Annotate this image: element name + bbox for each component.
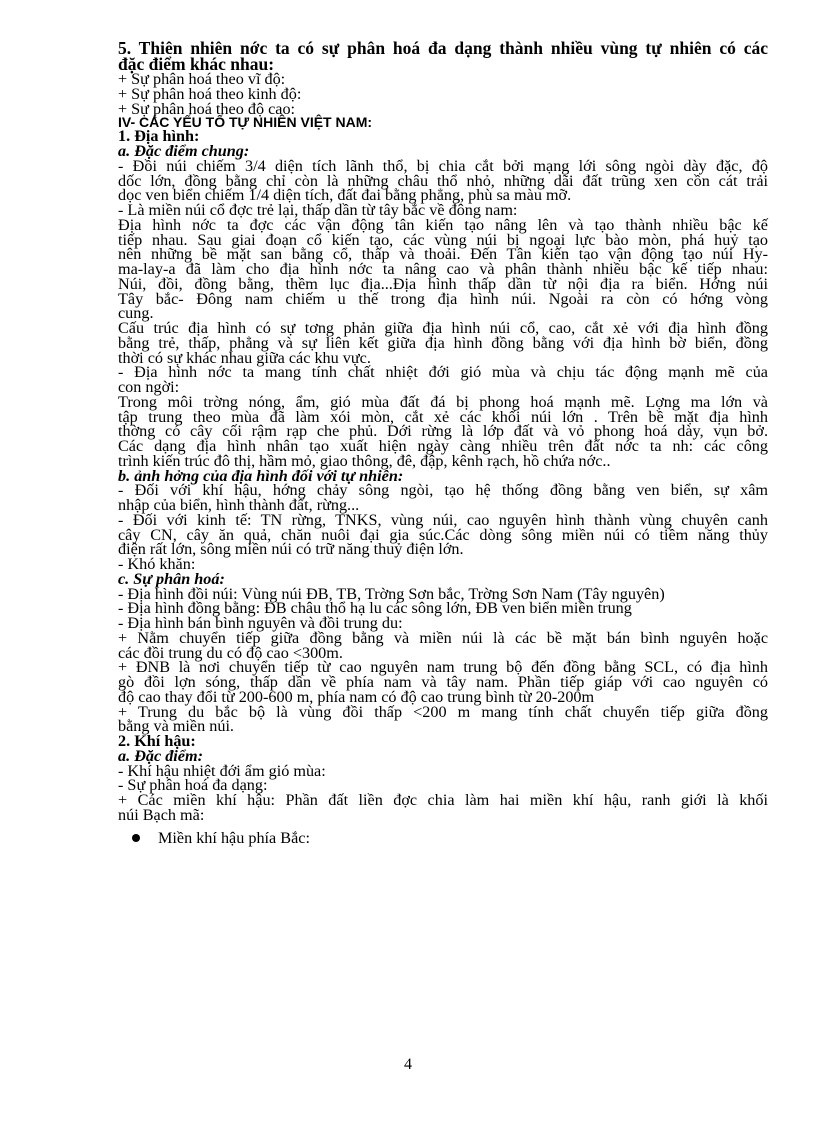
paragraph-line: Trong môi trờng nóng, ẩm, gió mùa đất đá bị phong hoá mạnh mẽ. Lợng ma lớn và <box>118 392 768 411</box>
paragraph-line: - Khí hậu nhiệt đới ẩm gió mùa: <box>118 761 326 780</box>
list-item: + Sự phân hoá theo kinh độ: <box>118 84 302 103</box>
paragraph-line: - Địa hình nớc ta mang tính chất nhiệt đới gió mùa và chịu tác động mạnh mẽ của <box>118 363 768 382</box>
paragraph-line: Tây bắc- Đông nam chiếm u thế trong địa hình núi. Ngoài ra còn có hớng vòng <box>118 289 768 308</box>
paragraph-line: các đồi trung du có độ cao <300m. <box>118 643 343 662</box>
paragraph-line: - Là miền núi cổ đợc trẻ lại, thấp dần từ tây bắc về đông nam: <box>118 201 518 219</box>
paragraph-line: - Địa hình đồi núi: Vùng núi ĐB, TB, Trờng Sơn bắc, Trờng Sơn Nam (Tây nguyên) <box>118 584 665 603</box>
paragraph-line: Cấu trúc địa hình có sự tơng phản giữa địa hình núi cổ, cao, cắt xẻ với địa hình đồng <box>118 319 768 337</box>
paragraph-line: - Khó khăn: <box>118 555 196 573</box>
paragraph-line: bằng và miền núi. <box>118 717 234 736</box>
section-5-title: 5. Thiên nhiên nớc ta có sự phân hoá đa dạng thành nhiều vùng tự nhiên có các <box>118 38 768 58</box>
bullet-item <box>132 828 768 847</box>
paragraph-line: + Trung du bắc bộ là vùng đồi thấp <200 m mang tính chất chuyển tiếp giữa đồng <box>118 702 768 721</box>
paragraph-line: cung. <box>118 304 154 323</box>
paragraph-line: - Đồi núi chiếm 3/4 diện tích lãnh thổ, bị chia cắt bởi mạng lới sông ngòi dày đặc, độ <box>118 156 768 175</box>
heading-dac-diem-chung: a. Đặc điểm chung: <box>118 142 250 160</box>
paragraph-line: con ngời: <box>118 378 180 396</box>
paragraph-line: gò đồi lợn sóng, thấp dần về phía nam và tây nam. Phần tiếp giáp với cao nguyên có <box>118 673 768 691</box>
heading-dac-diem: a. Đặc điểm: <box>118 746 203 765</box>
paragraph-line: núi Bạch mã: <box>118 805 205 824</box>
bullet-text: Miền khí hậu phía Bắc: <box>158 828 310 847</box>
paragraph-line: ma-lay-a đã làm cho địa hình nớc ta nâng cao và phân thành nhiều bậc kế tiếp nhau: <box>118 260 768 278</box>
heading-khi-hau: 2. Khí hậu: <box>118 732 196 750</box>
paragraph-line: thờng có cây cối rậm rạp che phủ. Dới rừng là lớp đất và vỏ phong hoá dày, vụn bở. <box>118 422 768 441</box>
paragraph-line: nhập của biển, hình thành đất, rừng... <box>118 496 360 514</box>
paragraph-line: - Đối với kinh tế: TN rừng, TNKS, vùng núi, cao nguyên hình thành vùng chuyên canh <box>118 510 768 529</box>
paragraph-line: thời có sự khác nhau giữa các khu vực. <box>118 348 371 367</box>
paragraph-line: bằng trẻ, thấp, phẳng và sự liên kết giữa địa hình đồng bằng với địa hình bờ biển, đồng <box>118 333 768 352</box>
section-4-heading: IV- CÁC YẾU TỐ TỰ NHIÊN VIỆT NAM: <box>118 114 373 131</box>
paragraph-line: - Sự phân hoá đa dạng: <box>118 776 268 795</box>
paragraph-line: + Các miền khí hậu: Phần đất liền đợc chia làm hai miền khí hậu, ranh giới là khối <box>118 791 768 809</box>
paragraph-line: - Địa hình bán bình nguyên và đồi trung du: <box>118 614 403 632</box>
list-item: + Sự phân hoá theo độ cao: <box>118 99 296 118</box>
paragraph-line: dọc ven biển chiếm 1/4 diện tích, đất đai bằng phẳng, phù sa màu mỡ. <box>118 186 572 205</box>
paragraph-line: + ĐNB là nơi chuyển tiếp từ cao nguyên nam trung bộ đến đồng bằng SCL, có địa hình <box>118 658 768 677</box>
paragraph-line: dốc lớn, đồng bằng chỉ còn là những châu thổ nhỏ, những dãi đất trũng xen cồn cát trải <box>118 171 768 190</box>
paragraph-line: điện rất lớn, sông miền núi có trữ năng thuỷ điện lớn. <box>118 540 464 559</box>
paragraph-line: Các dạng địa hình nhân tạo xuất hiện ngày càng nhiều trên đất nớc ta nh: các công <box>118 437 768 455</box>
page-number: 4 <box>404 1056 412 1073</box>
paragraph-line: độ cao thay đổi từ 200-600 m, phía nam có độ cao trung bình từ 20-200m <box>118 687 595 706</box>
paragraph-line: trình kiến trúc đô thị, hầm mỏ, giao thông, đê, đập, kênh rạch, hồ chứa nớc.. <box>118 451 611 470</box>
paragraph-line: tập trung theo mùa đã làm xói mòn, cắt xẻ các khối núi lớn . Trên bề mặt địa hình <box>118 407 768 426</box>
paragraph-line: cây CN, cây ăn quả, chăn nuôi đại gia súc.Các dòng sông miền núi có tiềm năng thủy <box>118 525 768 544</box>
paragraph-line: nên những bề mặt san bằng cổ, thấp và thoải. Đến Tân kiến tạo vận động tạo núi Hy- <box>118 245 768 264</box>
document-page <box>118 40 768 845</box>
paragraph-line: Núi, đồi, đồng bằng, thềm lục địa...Địa hình thấp dần từ nội địa ra biển. Hớng núi <box>118 274 768 293</box>
heading-anh-huong: b. ảnh hởng của địa hình đối với tự nhiên: <box>118 466 404 485</box>
paragraph-line: + Nằm chuyển tiếp giữa đồng bằng và miền núi là các bề mặt bán bình nguyên hoặc <box>118 628 768 647</box>
paragraph-line: Địa hình nớc ta đợc các vận động tân kiến tạo nâng lên và tạo thành nhiều bậc kế <box>118 215 768 234</box>
paragraph-line: - Đối với khí hậu, hớng chảy sông ngòi, tạo hệ thống đồng bằng ven biển, sự xâm <box>118 481 768 500</box>
bullet-icon <box>132 834 140 842</box>
heading-dia-hinh: 1. Địa hình: <box>118 127 200 146</box>
heading-su-phan-hoa: c. Sự phân hoá: <box>118 569 225 588</box>
section-5-title-cont: đặc điểm khác nhau: <box>118 54 275 74</box>
paragraph-line: - Địa hình đồng bằng: ĐB châu thổ hạ lu các sông lớn, ĐB ven biển miền trung <box>118 599 632 618</box>
paragraph-line: tiếp nhau. Sau giai đoạn cổ kiến tạo, các vùng núi bị ngoại lực bào mòn, phá huỷ tạo <box>118 230 768 249</box>
list-item: + Sự phân hoá theo vĩ độ: <box>118 70 286 88</box>
